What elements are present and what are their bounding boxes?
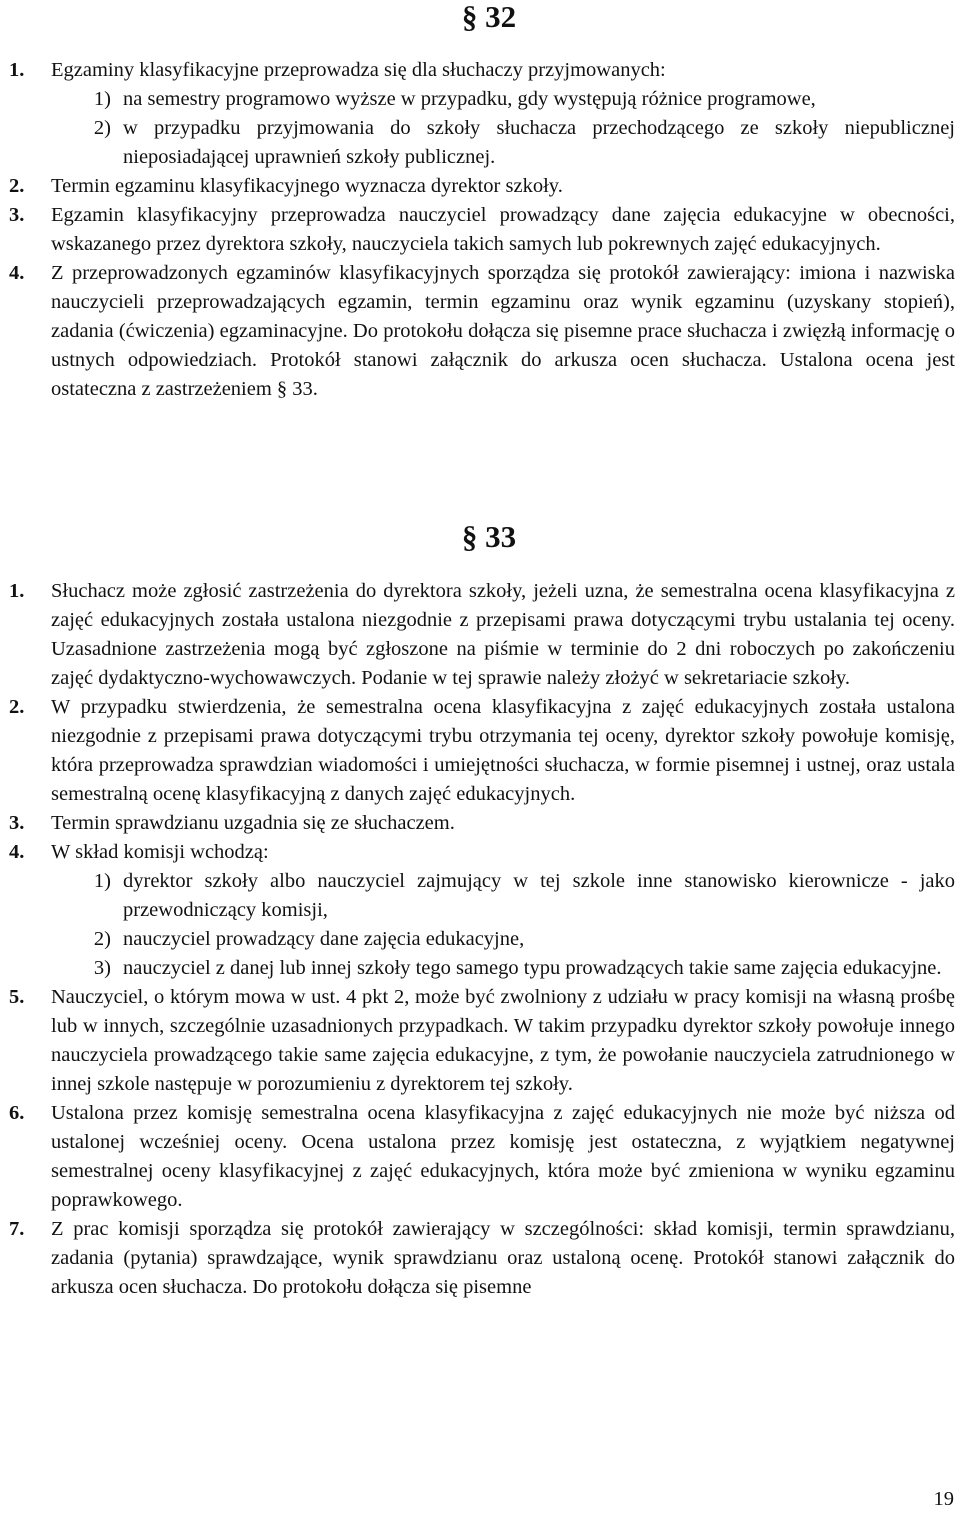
s33-point-2	[9, 693, 955, 809]
s33-point-4-number: 4.	[9, 841, 25, 863]
s32-point-1-sub-1	[9, 85, 955, 114]
s32-sub-1-number: 1)	[93, 88, 111, 110]
s33-point-2-number: 2.	[9, 696, 25, 718]
s33-sub-2-text: nauczyciel prowadzący dane zajęcia edukacyjne,	[123, 928, 525, 950]
s32-point-2-text: Termin egzaminu klasyfikacyjnego wyznacza dyrektor szkoły.	[51, 175, 563, 197]
section-heading-32: § 32	[461, 0, 517, 34]
s33-sub-2-number: 2)	[93, 928, 111, 950]
s32-point-1-sub-2	[9, 114, 955, 172]
s33-point-4-sub-1	[9, 867, 955, 925]
s33-point-1-number: 1.	[9, 580, 25, 602]
s33-point-7	[9, 1215, 955, 1302]
s33-point-4-sub-3	[9, 954, 955, 983]
s32-point-4	[9, 259, 955, 404]
s32-point-4-number: 4.	[9, 262, 25, 284]
s33-point-4	[9, 838, 955, 867]
s32-point-1-text: Egzaminy klasyfikacyjne przeprowadza się dla słuchaczy przyjmowanych:	[51, 59, 666, 81]
s33-sub-3-number: 3)	[93, 957, 111, 979]
s33-point-2-text: W przypadku stwierdzenia, że semestralna ocena klasyfikacyjna z zajęć edukacyjnych została ustalona niezgodnie z przepisami prawa dotyczącymi trybu otrzymania tej oceny, dyrektor szkoły powołuje komisję, która przeprowadza sprawdzian wiadomości i umiejętności słuchacza, w formie pisemnej i ustnej, oraz ustala semestralną ocenę klasyfikacyjną z danych zajęć edukacyjnych.	[51, 696, 955, 805]
s32-point-1-number: 1.	[9, 59, 25, 81]
s33-point-4-sub-2	[9, 925, 955, 954]
s32-point-3	[9, 201, 955, 259]
section-32-body	[9, 56, 955, 404]
s33-sub-1-number: 1)	[93, 870, 111, 892]
s33-point-4-text: W skład komisji wchodzą:	[51, 841, 269, 863]
section-33-body	[9, 577, 955, 1302]
s33-sub-3-text: nauczyciel z danej lub innej szkoły tego samego typu prowadzących takie same zajęcia edukacyjne.	[123, 957, 942, 979]
section-heading-33: § 33	[461, 519, 517, 554]
s33-point-5-text: Nauczyciel, o którym mowa w ust. 4 pkt 2, może być zwolniony z udziału w pracy komisji na własną prośbę lub w innych, szczególnie uzasadnionych przypadkach. W takim przypadku dyrektor szkoły powołuje innego nauczyciela prowadzącego takie same zajęcia edukacyjne, z tym, że powołanie nauczyciela zatrudnionego w innej szkole następuje w porozumieniu z dyrektorem tej szkoły.	[51, 986, 955, 1095]
s32-point-4-text: Z przeprowadzonych egzaminów klasyfikacyjnych sporządza się protokół zawierający: imiona i nazwiska nauczycieli przeprowadzających egzamin, termin egzaminu oraz wynik egzaminu (uzyskany stopień), zadania (ćwiczenia) egzaminacyjne. Do protokołu dołącza się pisemne prace słuchacza i zwięzłą informację o ustnych odpowiedziach. Protokół stanowi załącznik do arkusza ocen słuchacza. Ustalona ocena jest ostateczna z zastrzeżeniem § 33.	[51, 262, 955, 400]
s33-point-1-text: Słuchacz może zgłosić zastrzeżenia do dyrektora szkoły, jeżeli uzna, że semestralna ocena klasyfikacyjna z zajęć edukacyjnych została ustalona niezgodnie z przepisami prawa dotyczącymi trybu ustalania tej oceny. Uzasadnione zastrzeżenia mogą być zgłoszone na piśmie w terminie do 2 dni roboczych po zakończeniu zajęć dydaktyczno-wychowawczych. Podanie w tej sprawie należy złożyć w sekretariacie szkoły.	[51, 580, 955, 689]
s32-sub-1-text: na semestry programowo wyższe w przypadku, gdy występują różnice programowe,	[123, 88, 816, 110]
s33-point-6-number: 6.	[9, 1102, 25, 1124]
s32-point-2	[9, 172, 955, 201]
s32-sub-2-number: 2)	[93, 117, 111, 139]
s32-point-3-number: 3.	[9, 204, 25, 226]
s33-point-3-text: Termin sprawdzianu uzgadnia się ze słuchaczem.	[51, 812, 455, 834]
s33-point-5-number: 5.	[9, 986, 25, 1008]
s32-point-3-text: Egzamin klasyfikacyjny przeprowadza nauczyciel prowadzący dane zajęcia edukacyjne w obecności, wskazanego przez dyrektora szkoły, nauczyciela takich samych lub pokrewnych zajęć edukacyjnych.	[51, 204, 955, 255]
s33-point-7-text: Z prac komisji sporządza się protokół zawierający w szczególności: skład komisji, termin sprawdzianu, zadania (pytania) sprawdzające, wynik sprawdzianu oraz ustaloną ocenę. Protokół stanowi załącznik do arkusza ocen słuchacza. Do protokołu dołącza się pisemne	[51, 1218, 955, 1298]
s32-point-1	[9, 56, 955, 85]
s33-point-5	[9, 983, 955, 1099]
s33-point-3-number: 3.	[9, 812, 25, 834]
s33-point-1	[9, 577, 955, 693]
s33-sub-1-text: dyrektor szkoły albo nauczyciel zajmujący w tej szkole inne stanowisko kierownicze - jako przewodniczący komisji,	[123, 870, 955, 921]
s33-point-3	[9, 809, 955, 838]
s33-point-6-text: Ustalona przez komisję semestralna ocena klasyfikacyjna z zajęć edukacyjnych nie może być niższa od ustalonej wcześniej oceny. Ocena ustalona przez komisję jest ostateczna, z wyjątkiem negatywnej semestralnej oceny klasyfikacyjnej z zajęć edukacyjnych, która może być zmieniona w wyniku egzaminu poprawkowego.	[51, 1102, 955, 1211]
s32-point-2-number: 2.	[9, 175, 25, 197]
s33-point-7-number: 7.	[9, 1218, 25, 1240]
page-number: 19	[933, 1488, 954, 1510]
s32-sub-2-text: w przypadku przyjmowania do szkoły słuchacza przechodzącego ze szkoły niepublicznej nieposiadającej uprawnień szkoły publicznej.	[123, 117, 955, 168]
s33-point-6	[9, 1099, 955, 1215]
